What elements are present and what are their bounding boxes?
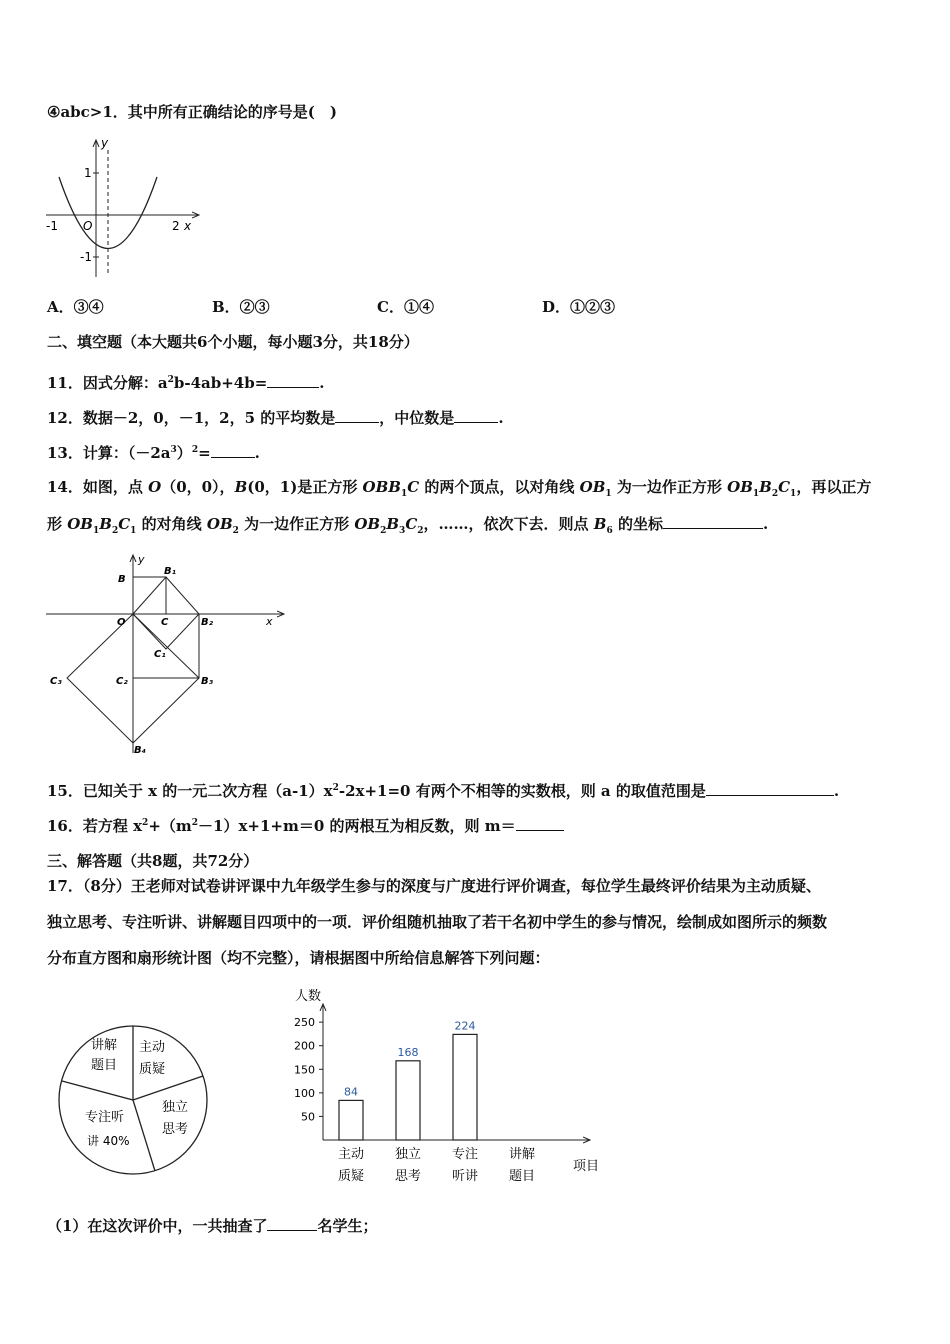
answer-blank[interactable] [663, 514, 763, 529]
tick-1: 1 [84, 166, 92, 180]
category-label: 质疑 [337, 1169, 365, 1184]
question-17-line-1: 17．（8分）王老师对试卷讲评课中九年级学生参与的深度与广度进行评价调查，每位学生最终评价结果为主动质疑、 [47, 877, 821, 895]
answer-blank[interactable] [267, 373, 319, 388]
pie-divider-2 [133, 1076, 203, 1100]
bar-0 [339, 1100, 363, 1140]
bar-chart-ylabel: 人数 [295, 989, 322, 1004]
y-tick-label: 250 [294, 1016, 315, 1030]
label-y: y [138, 553, 145, 566]
question-16: 16．若方程 $x^2+(m^2-1)x+1+m=0$ 的两根互为相反数，则 m＝ [47, 816, 564, 836]
pie-label-jiangjie-2: 题目 [91, 1058, 118, 1073]
label-O: O [117, 617, 126, 628]
category-label: 专注 [451, 1147, 479, 1162]
pie-label-zhudong-2: 质疑 [139, 1062, 166, 1077]
pie-divider-3 [133, 1100, 155, 1171]
y-tick-label: 150 [294, 1063, 315, 1077]
question-17-line-3: 分布直方图和扇形统计图（均不完整），请根据图中所给信息解答下列问题： [47, 949, 550, 967]
question-14-line-2: 形 $OB_1B_2C_1$ 的对角线 $OB_2$ 为一边作正方形 $OB_2B_3C_2$，……，依次下去．则点 $B_6$ 的坐标 . [47, 515, 769, 536]
label-C2: C₂ [116, 676, 128, 687]
label-B4: B₄ [134, 745, 147, 756]
pie-label-zhuanzhu-2: 讲 40% [87, 1134, 130, 1148]
category-label: 思考 [394, 1169, 422, 1184]
category-label: 独立 [394, 1147, 422, 1162]
y-tick-label: 50 [301, 1110, 315, 1124]
bar-value-label: 168 [397, 1045, 419, 1059]
bar-1 [396, 1061, 420, 1140]
answer-blank[interactable] [516, 816, 564, 831]
question-12: 12．数据－2，0，－1，2，5 的平均数是 ，中位数是 . [47, 409, 504, 427]
label-x: x [266, 615, 273, 628]
question-17-line-2: 独立思考、专注听讲、讲解题目四项中的一项．评价组随机抽取了若干名初中学生的参与情况，绘制成如图所示的频数 [47, 913, 828, 931]
option-b: B．②③ [212, 298, 270, 316]
q10-parabola-graph [44, 135, 204, 280]
question-13: 13．计算：$(-2a^3)^2=$ . [47, 444, 260, 462]
bar-chart-xlabel: 项目 [573, 1159, 600, 1174]
answer-blank-mean[interactable] [335, 408, 379, 423]
pie-label-duli-1: 独立 [162, 1100, 189, 1115]
label-B1: B₁ [164, 566, 177, 577]
answer-blank[interactable] [267, 1216, 317, 1231]
bar-value-label: 84 [344, 1085, 358, 1099]
question-15: 15．已知关于 x 的一元二次方程$(a-1)x^2-2x+1=0$ 有两个不相等的实数根，则 a 的取值范围是 . [47, 782, 840, 800]
category-label: 听讲 [451, 1169, 479, 1184]
question-10-tail: ④abc>1．其中所有正确结论的序号是( ) [47, 103, 337, 121]
pie-label-jiangjie-1: 讲解 [91, 1038, 118, 1053]
pie-label-duli-2: 思考 [162, 1122, 189, 1137]
y-tick-label: 200 [294, 1039, 315, 1053]
label-C1: C₁ [154, 649, 166, 660]
answer-blank-median[interactable] [454, 408, 498, 423]
label-B3: B₃ [201, 676, 214, 687]
option-c: C．①④ [377, 298, 434, 316]
option-a: A．③④ [47, 298, 104, 316]
bar-value-label: 224 [454, 1019, 476, 1033]
pie-label-zhuanzhu-1: 专注听 [85, 1110, 125, 1125]
category-label: 主动 [337, 1147, 365, 1162]
section-2-title: 二、填空题（本大题共6个小题，每小题3分，共18分） [47, 333, 419, 351]
origin-label: O [83, 219, 93, 233]
section-3-title: 三、解答题（共8题，共72分） [47, 852, 259, 870]
tick-neg1-x: -1 [46, 219, 58, 233]
label-C3: C₃ [50, 676, 62, 687]
y-tick-label: 100 [294, 1086, 315, 1100]
category-label: 题目 [508, 1169, 536, 1184]
question-11: 11．因式分解：$a^2b-4ab+4b=$ . [47, 374, 325, 392]
pie-divider-4 [62, 1081, 133, 1100]
pie-label-zhudong-1: 主动 [139, 1040, 166, 1055]
category-label: 讲解 [508, 1147, 536, 1162]
tick-2-x: 2 [172, 219, 180, 233]
y-axis-label: y [101, 136, 109, 150]
option-d: D．①②③ [542, 298, 616, 316]
bar-2 [453, 1034, 477, 1140]
pie-chart [55, 1015, 215, 1180]
x-axis-label: x [184, 219, 192, 233]
bar-chart [285, 980, 620, 1195]
question-14-line-1: 14．如图，点 O（0，0），B(0，1)是正方形 $OBB_1C$ 的两个顶点，以对角线 $OB_1$ 为一边作正方形 $OB_1B_2C_1$，再以正方 [47, 478, 872, 499]
label-B2: B₂ [201, 617, 214, 628]
q14-squares-figure [44, 553, 289, 758]
question-17-sub-1: （1）在这次评价中，一共抽查了 名学生； [47, 1217, 378, 1235]
answer-blank[interactable] [211, 443, 255, 458]
answer-blank[interactable] [706, 781, 834, 796]
label-C: C [161, 617, 169, 628]
label-B: B [118, 574, 126, 585]
tick-neg1-y: -1 [80, 250, 92, 264]
